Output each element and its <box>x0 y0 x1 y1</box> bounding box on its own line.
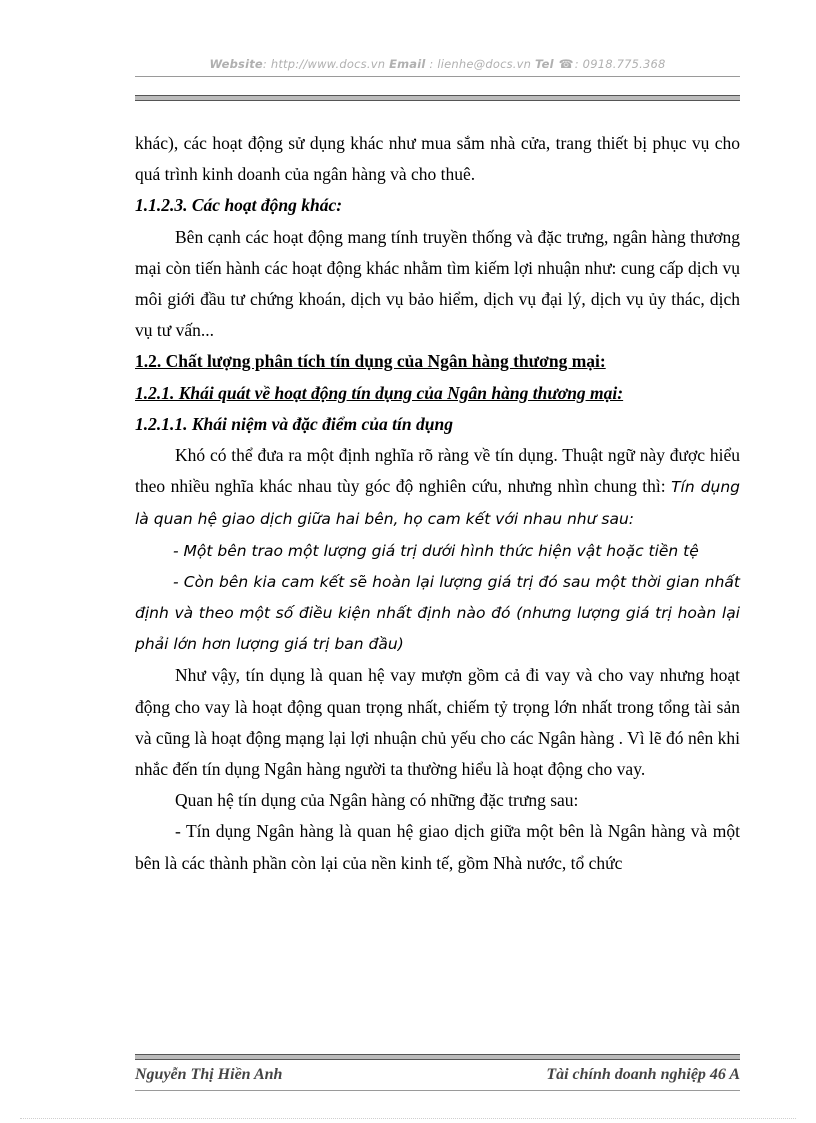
tel-value: : 0918.775.368 <box>574 57 666 71</box>
bullet-one: - Một bên trao một lượng giá trị dưới hình thức hiện vật hoặc tiền tệ <box>173 541 699 560</box>
website-value: : http://www.docs.vn <box>262 57 386 71</box>
paragraph-other-activities: Bên cạnh các hoạt động mang tính truyền thống và đặc trưng, ngân hàng thương mại còn tiến hành các hoạt động khác nhằm tìm kiếm lợi nhuận như: cung cấp dịch vụ môi giới đầu tư chứng khoán, dịch vụ bảo hiểm, dịch vụ đại lý, dịch vụ ủy thác, dịch vụ tư vấn... <box>135 226 740 341</box>
heading-1-2-1: 1.2.1. Khái quát về hoạt động tín dụng của Ngân hàng thương mại: <box>135 382 624 403</box>
footer-rule-thin <box>135 1090 740 1091</box>
paragraph-lending: Như vậy, tín dụng là quan hệ vay mượn gồm cả đi vay và cho vay nhưng hoạt động cho vay là hoạt động quan trọng nhất, chiếm tỷ trọng lớn nhất trong tổng tài sản và cũng là hoạt động mạng lại lợi nhuận chủ yếu cho các Ngân hàng . Vì lẽ đó nên khi nhắc đến tín dụng Ngân hàng người ta thường hiểu là hoạt động cho vay. <box>135 665 740 780</box>
paragraph-bank-credit-relation: - Tín dụng Ngân hàng là quan hệ giao dịch giữa một bên là Ngân hàng và một bên là các thành phần còn lại của nền kinh tế, gồm Nhà nước, tổ chức <box>135 821 740 873</box>
header-rule-thin <box>135 76 740 77</box>
credit-definition-italic: Tín dụng là quan hệ giao dịch giữa hai bên, họ cam kết với nhau như sau: <box>135 478 741 529</box>
heading-1-1-2-3: 1.1.2.3. Các hoạt động khác: <box>135 195 343 216</box>
heading-1-2-1-1: 1.2.1.1. Khái niệm và đặc điểm của tín dụng <box>135 413 453 434</box>
paragraph-credit-definition <box>135 440 740 536</box>
header-rule-thick <box>135 95 740 101</box>
phone-icon: ☎ <box>558 57 574 71</box>
email-value: : lienhe@docs.vn <box>429 57 532 71</box>
heading-1-2: 1.2. Chất lượng phân tích tín dụng của Ngân hàng thương mại: <box>135 351 606 372</box>
bullet-two: - Còn bên kia cam kết sẽ hoàn lại lượng giá trị đó sau một thời gian nhất định và theo một số điều kiện nhất định nào đó (nhưng lượng giá trị hoàn lại phải lớn hơn lượng giá trị ban đầu) <box>135 572 740 654</box>
page-bottom-border <box>20 1118 796 1119</box>
credit-definition-lead: Khó có thể đưa ra một định nghĩa rõ ràng về tín dụng. Thuật ngữ này được hiểu theo nhiều nghĩa khác nhau tùy góc độ nghiên cứu, nhưng nhìn chung thì: <box>135 445 740 497</box>
paragraph-continuation: khác), các hoạt động sử dụng khác như mua sắm nhà cửa, trang thiết bị phục vụ cho quá trình kinh doanh của ngân hàng và cho thuê. <box>135 133 740 185</box>
footer-rule-thick <box>135 1054 740 1060</box>
email-label: Email <box>389 57 426 71</box>
footer-class: Tài chính doanh nghiệp 46 A <box>546 1066 740 1083</box>
footer-author: Nguyễn Thị Hiền Anh <box>135 1066 283 1083</box>
tel-label: Tel <box>535 57 554 71</box>
paragraph-characteristics-intro: Quan hệ tín dụng của Ngân hàng có những đặc trưng sau: <box>175 790 579 811</box>
page-header <box>135 57 740 71</box>
website-label: Website <box>209 57 263 71</box>
body-text <box>135 128 740 879</box>
